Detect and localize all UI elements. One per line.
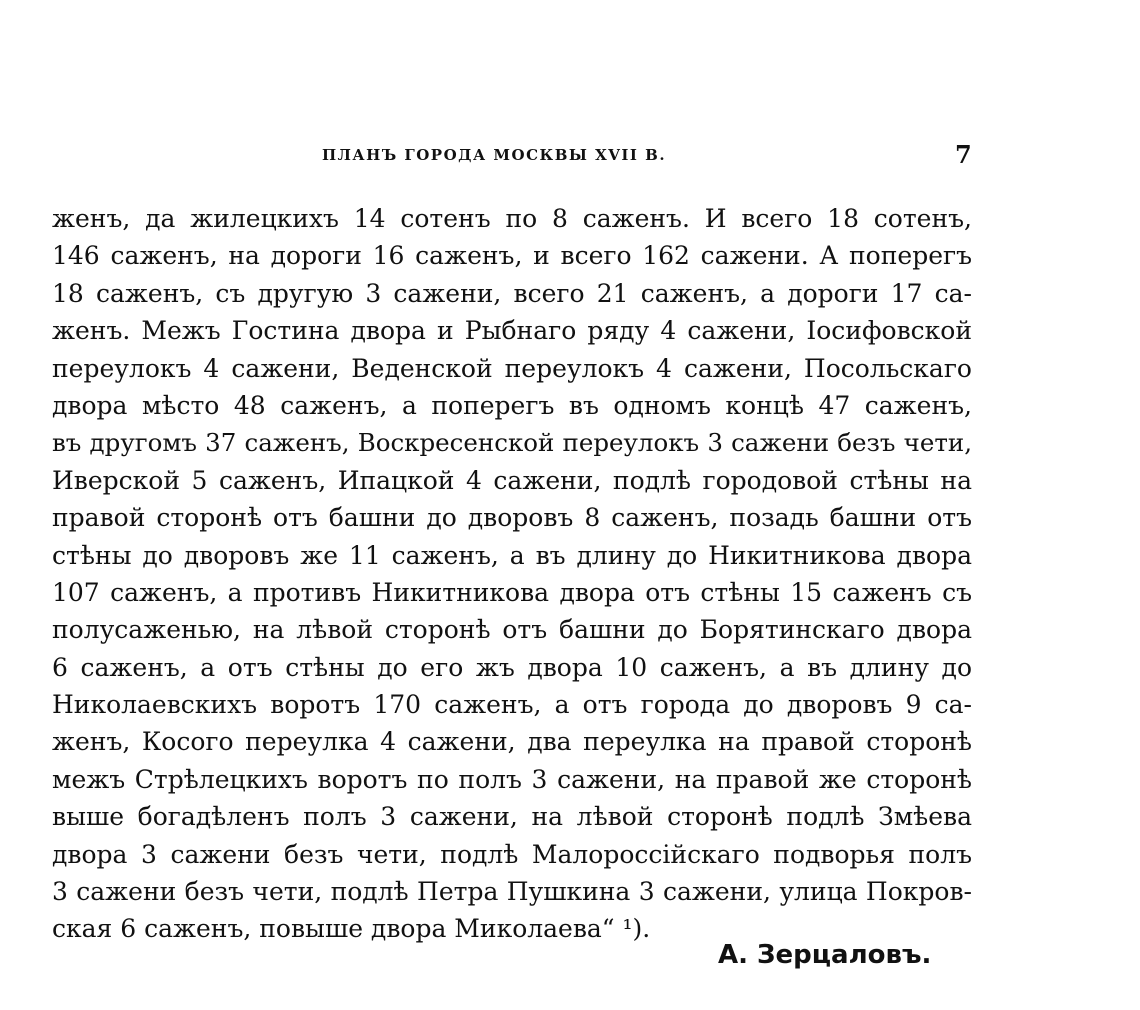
text-line: въ другомъ 37 саженъ, Воскресенской переулокъ 3 сажени безъ чети,: [52, 428, 972, 458]
text-line: выше богадѣленъ полъ 3 сажени, на лѣвой сторонѣ подлѣ Змѣева: [52, 802, 972, 832]
text-line: полусаженью, на лѣвой сторонѣ отъ башни до Борятинскаго двора: [52, 615, 972, 645]
text-line: Иверской 5 саженъ, Ипацкой 4 сажени, подлѣ городовой стѣны на: [52, 465, 972, 495]
text-line: ская 6 саженъ, повыше двора Миколаева“ ¹).: [52, 914, 651, 944]
text-line: 146 саженъ, на дороги 16 саженъ, и всего 162 сажени. А поперегъ: [52, 241, 972, 271]
body-text: [52, 200, 972, 948]
text-line: стѣны до дворовъ же 11 саженъ, а въ длину до Никитникова двора: [52, 540, 972, 570]
text-line: двора 3 сажени безъ чети, подлѣ Малороссійскаго подворья полъ: [52, 839, 972, 869]
text-line: женъ, да жилецкихъ 14 сотенъ по 8 саженъ. И всего 18 сотенъ,: [52, 204, 972, 233]
text-line: межъ Стрѣлецкихъ воротъ по полъ 3 сажени, на правой же сторонѣ: [52, 764, 972, 794]
text-line: 3 сажени безъ чети, подлѣ Петра Пушкина 3 сажени, улица Покров-: [52, 877, 972, 907]
text-line: женъ. Межъ Гостина двора и Рыбнаго ряду 4 сажени, Іосифовской: [52, 316, 972, 346]
text-line: 107 саженъ, а противъ Никитникова двора отъ стѣны 15 саженъ съ: [52, 577, 972, 607]
text-line: 18 саженъ, съ другую 3 сажени, всего 21 саженъ, а дороги 17 са-: [52, 278, 972, 308]
text-line: двора мѣсто 48 саженъ, а поперегъ въ одномъ концѣ 47 саженъ,: [52, 390, 972, 420]
author-signature: А. Зерцаловъ.: [718, 940, 932, 970]
page-number: 7: [955, 140, 972, 169]
text-line: правой сторонѣ отъ башни до дворовъ 8 саженъ, позадь башни отъ: [52, 503, 972, 533]
text-line: переулокъ 4 сажени, Веденской переулокъ 4 сажени, Посольскаго: [52, 353, 972, 383]
text-line: Николаевскихъ воротъ 170 саженъ, а отъ города до дворовъ 9 са-: [52, 690, 972, 720]
running-title: ПЛАНЪ ГОРОДА МОСКВЫ XVII В.: [322, 146, 667, 164]
text-line: женъ, Косого переулка 4 сажени, два переулка на правой сторонѣ: [52, 727, 972, 757]
text-line: 6 саженъ, а отъ стѣны до его жъ двора 10 саженъ, а въ длину до: [52, 652, 972, 682]
